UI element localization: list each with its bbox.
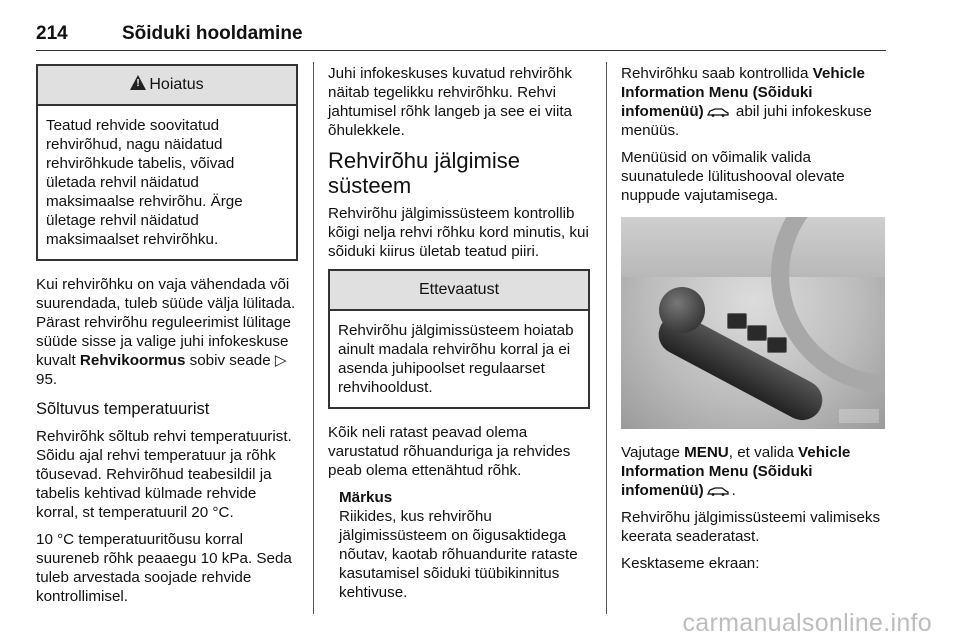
note-text: Riikides, kus rehvirõhu jälgimissüsteem on õigusaktidega nõutav, kaotab rõhuandurite rataste kasutamisel sõiduki tüübikinnitus kehtivuse.: [339, 508, 578, 601]
paragraph-pressure-adjust: [36, 275, 298, 389]
paragraph-temperature-rise: 10 °C temperatuuritõusu korral suureneb rõhk peaaegu 10 kPa. Seda tuleb arvestada soojade rehvide kontrollimisel.: [36, 531, 292, 605]
paragraph-displayed-pressure: Juhi infokeskuses kuvatud rehvirõhk näitab tegelikku rehvirõhku. Rehvi jahtumisel rõhk langeb ja see ei viita õhulekkele.: [328, 65, 572, 139]
photo-corner-mark: [839, 409, 879, 423]
menu-term-vehicle-info: Vehicle Information Menu (Sõiduki infomenüü): [621, 444, 851, 499]
car-icon: [707, 486, 729, 496]
paragraph-check-pressure: [621, 64, 885, 140]
caution-box: [328, 269, 590, 409]
column-divider-2: [606, 62, 607, 614]
menu-term-vehicle-info: Vehicle Information Menu (Sõiduki infomenüü): [621, 65, 865, 120]
heading-tpms: Rehvirõhu jälgimise süsteem: [328, 148, 520, 198]
menu-button-label: MENU: [684, 444, 729, 461]
text-segment: Rehvirõhku saab kontrollida: [621, 65, 813, 82]
warning-box-header: [38, 66, 296, 106]
lever-button-up: [727, 313, 747, 329]
warning-text: Teatud rehvide soovitatud rehvirõhud, nagu näidatud rehvirõhkude tabelis, võivad ületada rehvil näidatud maksimaalse rehvirõhu. Ärge ületage rehvil näidatud maksimaalset rehvirõhku.: [46, 117, 243, 248]
heading-temperature: Sõltuvus temperatuurist: [36, 400, 210, 418]
steering-wheel-rim: [771, 217, 885, 393]
page-number: 214: [36, 23, 68, 44]
column-2: [328, 64, 590, 602]
paragraph-select-tpms: Rehvirõhu jälgimissüsteemi valimiseks keerata seaderatast.: [621, 509, 881, 545]
car-icon: [707, 107, 729, 117]
warning-box: [36, 64, 298, 261]
turn-signal-lever-photo: [621, 217, 885, 429]
column-divider-1: [313, 62, 314, 614]
lever-button-down: [767, 337, 787, 353]
page-reference[interactable]: 95.: [36, 371, 58, 388]
header-divider: [36, 50, 886, 51]
text-segment: Kui rehvirõhku on vaja vähendada või suurendada, tuleb süüde välja lülitada. Pärast rehvirõhu reguleerimist lülitage süüde sisse ja valige juhi infokeskuse kuvalt: [36, 276, 296, 369]
text-segment: , et valida: [728, 444, 799, 461]
page-header: [36, 20, 886, 48]
text-segment: abil juhi infokeskuse menüüs.: [621, 103, 872, 139]
note-block: [328, 488, 590, 602]
paragraph-press-menu: [621, 443, 885, 500]
text-segment: sobiv seade: [185, 352, 275, 369]
warning-triangle-icon: [130, 75, 146, 90]
paragraph-temperature: Rehvirõhk sõltub rehvi temperatuurist. Sõidu ajal rehvi temperatuur ja rõhk tõusevad. Rehvirõhud teabesildil ja tabelis kehtivad külmade rehvide korral, st temperatuuril 20 °C.: [36, 428, 292, 521]
caution-title: Ettevaatust: [418, 281, 500, 298]
paragraph-tpms-check: Rehvirõhu jälgimissüsteem kontrollib kõigi nelja rehvi rõhku kord minutis, kui sõiduki kiirus ületab teatud piiri.: [328, 205, 589, 260]
paragraph-menu-selection: Menüüsid on võimalik valida suunatulede lülitushooval olevate nuppude vajutamisega.: [621, 149, 845, 204]
warning-title: Hoiatus: [149, 76, 204, 93]
page-reference-arrow-icon: ▷: [274, 352, 287, 369]
text-segment: Vajutage: [621, 444, 685, 461]
note-title: Märkus: [339, 489, 393, 506]
adjuster-wheel-knob: [659, 287, 705, 333]
page-title: Sõiduki hooldamine: [122, 23, 303, 44]
caution-text: Rehvirõhu jälgimissüsteem hoiatab ainult madala rehvirõhu korral ja ei asenda juhipoolset regulaarset rehvihooldust.: [338, 322, 574, 396]
paragraph-mid-level-display: Kesktaseme ekraan:: [621, 555, 760, 572]
lever-button-menu: [747, 325, 767, 341]
paragraph-sensors: Kõik neli ratast peavad olema varustatud rõhuanduriga ja rehvides peab olema ettenähtud rõhk.: [328, 424, 571, 479]
column-1: [36, 64, 298, 614]
menu-term-tyre-load: Rehvikoormus: [79, 352, 186, 369]
caution-box-header: [330, 271, 588, 311]
text-segment: .: [731, 482, 736, 499]
footer-watermark: carmanualsonline.info: [682, 609, 932, 637]
column-3: [621, 64, 885, 581]
